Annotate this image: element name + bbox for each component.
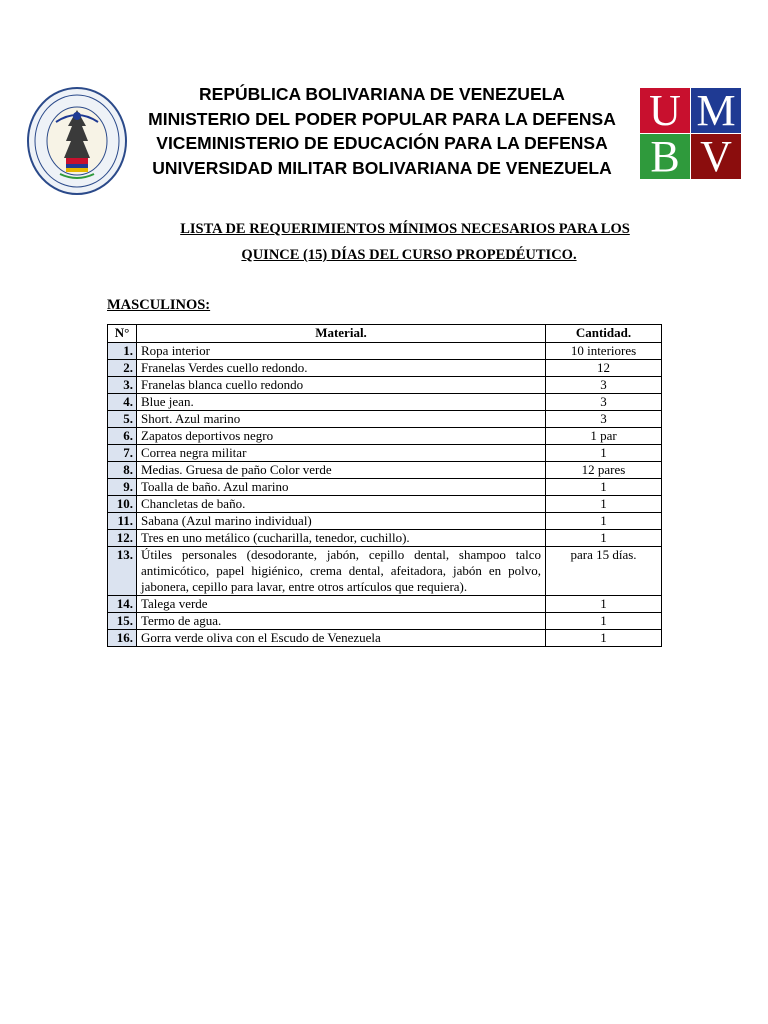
row-material: Blue jean.: [137, 394, 546, 411]
row-quantity: 1: [546, 630, 662, 647]
row-number: 15.: [108, 613, 137, 630]
header-line-university: UNIVERSIDAD MILITAR BOLIVARIANA DE VENEZUELA: [152, 157, 612, 178]
row-quantity: 10 interiores: [546, 343, 662, 360]
university-seal-icon: [26, 86, 128, 196]
table-row: [108, 530, 662, 547]
row-number: 12.: [108, 530, 137, 547]
section-label-masculinos: MASCULINOS:: [107, 297, 211, 313]
row-number: 3.: [108, 377, 137, 394]
row-material: Franelas blanca cuello redondo: [137, 377, 546, 394]
table-row: [108, 428, 662, 445]
row-number: 1.: [108, 343, 137, 360]
row-number: 9.: [108, 479, 137, 496]
row-material: Sabana (Azul marino individual): [137, 513, 546, 530]
row-number: 5.: [108, 411, 137, 428]
row-quantity: 1 par: [546, 428, 662, 445]
row-material: Gorra verde oliva con el Escudo de Venezuela: [137, 630, 546, 647]
row-number: 11.: [108, 513, 137, 530]
table-row: [108, 377, 662, 394]
row-quantity: 3: [546, 394, 662, 411]
row-quantity: 1: [546, 613, 662, 630]
row-number: 6.: [108, 428, 137, 445]
table-row: [108, 479, 662, 496]
row-material: Ropa interior: [137, 343, 546, 360]
row-number: 10.: [108, 496, 137, 513]
row-number: 2.: [108, 360, 137, 377]
table-row: [108, 596, 662, 613]
row-quantity: 3: [546, 377, 662, 394]
list-title: [140, 216, 670, 268]
row-number: 14.: [108, 596, 137, 613]
table-row: [108, 411, 662, 428]
table-row: [108, 394, 662, 411]
row-material: Útiles personales (desodorante, jabón, cepillo dental, shampoo talco antimicótico, papel higiénico, crema dental, afeitadora, jabón en polvo, jabonera, cepillo para lavar, entre otros artículos que requiera).: [137, 547, 546, 596]
row-material: Franelas Verdes cuello redondo.: [137, 360, 546, 377]
header-line-viceministry: VICEMINISTERIO DE EDUCACIÓN PARA LA DEFENSA: [156, 133, 608, 153]
logo-letter-v: V: [691, 134, 741, 179]
row-quantity: 12: [546, 360, 662, 377]
logo-letter-m: M: [691, 88, 741, 133]
row-material: Short. Azul marino: [137, 411, 546, 428]
row-material: Tres en uno metálico (cucharilla, tenedor, cuchillo).: [137, 530, 546, 547]
logo-letter-b: B: [640, 134, 690, 179]
header-line-ministry: MINISTERIO DEL PODER POPULAR PARA LA DEFENSA: [148, 108, 616, 129]
institution-header: [140, 82, 624, 180]
table-row: [108, 630, 662, 647]
table-row: [108, 613, 662, 630]
table-row: [108, 445, 662, 462]
row-quantity: 1: [546, 513, 662, 530]
row-number: 4.: [108, 394, 137, 411]
row-number: 7.: [108, 445, 137, 462]
column-header-number: N°: [108, 325, 137, 343]
list-title-line-2: QUINCE (15) DÍAS DEL CURSO PROPEDÉUTICO.: [241, 247, 577, 263]
umbv-logo: [640, 88, 741, 180]
row-quantity: 1: [546, 496, 662, 513]
table-row: [108, 547, 662, 596]
column-header-material: Material.: [137, 325, 546, 343]
column-header-quantity: Cantidad.: [546, 325, 662, 343]
requirements-table: [107, 324, 662, 647]
row-quantity: 1: [546, 530, 662, 547]
row-number: 8.: [108, 462, 137, 479]
row-quantity: 1: [546, 445, 662, 462]
table-row: [108, 360, 662, 377]
row-material: Chancletas de baño.: [137, 496, 546, 513]
row-quantity: 3: [546, 411, 662, 428]
row-quantity: para 15 días.: [546, 547, 662, 596]
row-material: Toalla de baño. Azul marino: [137, 479, 546, 496]
list-title-line-1: LISTA DE REQUERIMIENTOS MÍNIMOS NECESARIOS PARA LOS: [180, 221, 630, 237]
row-material: Correa negra militar: [137, 445, 546, 462]
row-number: 16.: [108, 630, 137, 647]
row-material: Talega verde: [137, 596, 546, 613]
table-row: [108, 462, 662, 479]
table-row: [108, 343, 662, 360]
header-line-republic: REPÚBLICA BOLIVARIANA DE VENEZUELA: [199, 84, 565, 104]
logo-letter-u: U: [640, 88, 690, 133]
table-row: [108, 496, 662, 513]
row-material: Medias. Gruesa de paño Color verde: [137, 462, 546, 479]
table-row: [108, 513, 662, 530]
row-material: Termo de agua.: [137, 613, 546, 630]
row-quantity: 1: [546, 596, 662, 613]
row-number: 13.: [108, 547, 137, 596]
row-quantity: 1: [546, 479, 662, 496]
row-material: Zapatos deportivos negro: [137, 428, 546, 445]
table-header-row: [108, 325, 662, 343]
row-quantity: 12 pares: [546, 462, 662, 479]
